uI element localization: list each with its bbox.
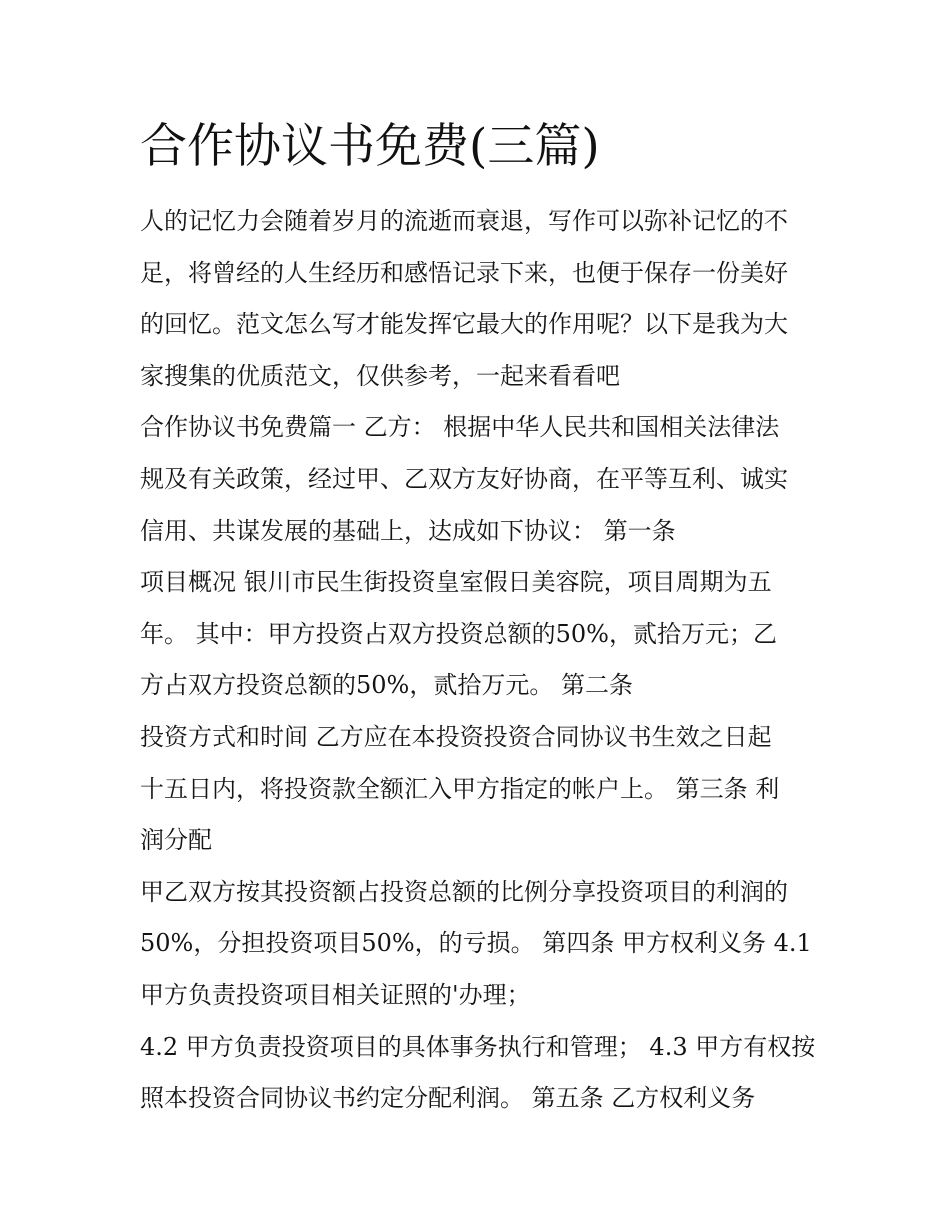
body-line: 方占双方投资总额的50%，贰拾万元。 第二条 bbox=[140, 671, 633, 700]
body-line: 人的记忆力会随着岁月的流逝而衰退，写作可以弥补记忆的不 bbox=[140, 207, 788, 235]
body-line: 润分配 bbox=[140, 826, 212, 855]
body-line: 规及有关政策，经过甲、乙双方友好协商，在平等互利、诚实 bbox=[140, 464, 788, 493]
body-line: 投资方式和时间 乙方应在本投资投资合同协议书生效之日起 bbox=[140, 722, 772, 751]
document-title: 合作协议书免费(三篇) bbox=[140, 119, 600, 174]
body-line: 50%，分担投资项目50%，的亏损。 第四条 甲方权利义务 4.1 bbox=[140, 929, 812, 958]
body-line: 足，将曾经的人生经历和感悟记录下来，也便于保存一份美好 bbox=[140, 258, 788, 287]
body-line: 甲方负责投资项目相关证照的'办理； bbox=[140, 980, 531, 1009]
body-line: 信用、共谋发展的基础上，达成如下协议： 第一条 bbox=[140, 516, 676, 545]
document-body bbox=[140, 196, 820, 1125]
body-line: 合作协议书免费篇一 乙方： 根据中华人民共和国相关法律法 bbox=[140, 413, 780, 442]
body-line: 照本投资合同协议书约定分配利润。 第五条 乙方权利义务 bbox=[140, 1084, 756, 1113]
body-line: 4.2 甲方负责投资项目的具体事务执行和管理； 4.3 甲方有权按 bbox=[140, 1032, 816, 1061]
body-line: 的回忆。范文怎么写才能发挥它最大的作用呢？以下是我为大 bbox=[140, 310, 788, 339]
body-line: 甲乙双方按其投资额占投资总额的比例分享投资项目的利润的 bbox=[140, 877, 788, 906]
body-line: 项目概况 银川市民生街投资皇室假日美容院，项目周期为五 bbox=[140, 568, 772, 597]
body-line: 十五日内，将投资款全额汇入甲方指定的帐户上。 第三条 利 bbox=[140, 774, 780, 803]
body-line: 年。 其中：甲方投资占双方投资总额的50%，贰拾万元；乙 bbox=[140, 619, 777, 648]
body-line: 家搜集的优质范文，仅供参考，一起来看看吧 bbox=[140, 361, 620, 390]
